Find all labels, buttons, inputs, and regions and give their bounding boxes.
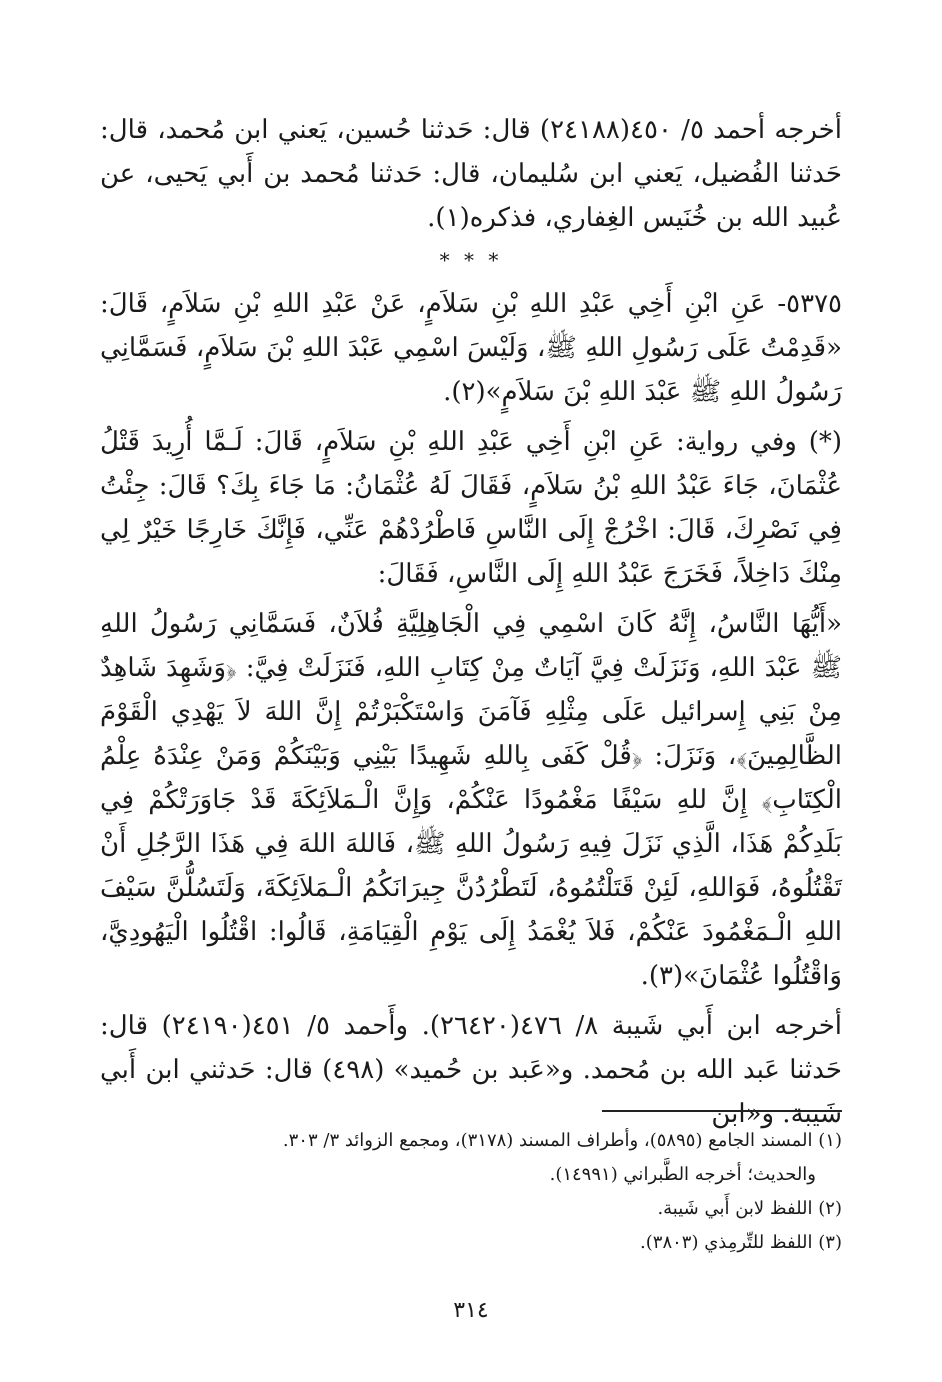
main-text	[100, 108, 842, 1136]
footnote-2: (٢) اللفظ لابن أَبي شَيبة.	[657, 1198, 842, 1219]
footnote-divider	[602, 1110, 842, 1112]
page-number: ٣١٤	[453, 1298, 489, 1323]
footnote-1-continuation: والحديث؛ أخرجه الطَّبراني (١٤٩٩١).	[549, 1164, 816, 1185]
footnote-1: (١) المسند الجامع (٥٨٩٥)، وأطراف المسند (٣١٧٨)، ومجمع الزوائد ٣/ ٣٠٣.	[282, 1130, 842, 1151]
section-separator: * * *	[439, 248, 503, 272]
hadith-5375: ٥٣٧٥- عَنِ ابْنِ أَخِي عَبْدِ اللهِ بْنِ سَلاَمٍ، عَنْ عَبْدِ اللهِ بْنِ سَلاَمٍ، قَالَ: «قَدِمْتُ عَلَى رَسُولِ اللهِ ﷺ، وَلَيْسَ اسْمِي عَبْدَ اللهِ بْنَ سَلاَمٍ، فَسَمَّانِي رَسُولُ اللهِ ﷺ عَبْدَ اللهِ بْنَ سَلاَمٍ»(٢).	[100, 289, 842, 407]
paragraph-speech: «أَيُّهَا النَّاسُ، إِنَّهُ كَانَ اسْمِي فِي الْجَاهِلِيَّةِ فُلاَنٌ، فَسَمَّانِي رَسُولُ اللهِ ﷺ عَبْدَ اللهِ، وَنَزَلَتْ فِيَّ آيَاتٌ مِنْ كِتَابِ اللهِ، فَنَزَلَتْ فِيَّ: ﴿وَشَهِدَ شَاهِدٌ مِنْ بَنِي إِسرائيل عَلَى مِثْلِهِ فَآمَنَ وَاسْتَكْبَرْتُمْ إِنَّ اللهَ لاَ يَهْدِي الْقَوْمَ الظَّالِمِينَ﴾، وَنَزَلَ: ﴿قُلْ كَفَى بِاللهِ شَهِيدًا بَيْنِي وَبَيْنَكُمْ وَمَنْ عِنْدَهُ عِلْمُ الْكِتَابِ﴾ إِنَّ للهِ سَيْفًا مَغْمُودًا عَنْكُمْ، وَإِنَّ الْـمَلاَئِكَةَ قَدْ جَاوَرَتْكُمْ فِي بَلَدِكُمْ هَذَا، الَّذِي نَزَلَ فِيهِ رَسُولُ اللهِ ﷺ، فَاللهَ اللهَ فِي هَذَا الرَّجُلِ أَنْ تَقْتُلُوهُ، فَوَاللهِ، لَئِنْ قَتَلْتُمُوهُ، لَتَطْرُدُنَّ جِيرَانَكُمُ الْـمَلاَئِكَةَ، وَلَتَسُلُّنَّ سَيْفَ اللهِ الْـمَغْمُودَ عَنْكُمْ، فَلاَ يُغْمَدُ إِلَى يَوْمِ الْقِيَامَةِ، قَالُوا: اقْتُلُوا الْيَهُودِيَّ، وَاقْتُلُوا عُثْمَانَ»(٣).	[100, 609, 842, 991]
footnote-3: (٣) اللفظ للتِّرمِذي (٣٨٠٣).	[640, 1232, 842, 1253]
paragraph-takhrij-1: أخرجه أحمد ٥/ ٤٥٠(٢٤١٨٨) قال: حَدثنا حُسين، يَعني ابن مُحمد، قال: حَدثنا الفُضيل، يَعني ابن سُليمان، قال: حَدثنا مُحمد بن أَبي يَحيى، عن عُبيد الله بن خُنَيس الغِفاري، فذكره(١).	[100, 115, 842, 233]
paragraph-riwaya: (*) وفي رواية: عَنِ ابْنِ أَخِي عَبْدِ اللهِ بْنِ سَلاَمٍ، قَالَ: لَـمَّا أُرِيدَ قَتْلُ عُثْمَانَ، جَاءَ عَبْدُ اللهِ بْنُ سَلاَمٍ، فَقَالَ لَهُ عُثْمَانُ: مَا جَاءَ بِكَ؟ قَالَ: جِئْتُ فِي نَصْرِكَ، قَالَ: اخْرُجْ إِلَى النَّاسِ فَاطْرُدْهُمْ عَنِّي، فَإِنَّكَ خَارِجًا خَيْرٌ لِي مِنْكَ دَاخِلاً، فَخَرَجَ عَبْدُ اللهِ إِلَى النَّاسِ، فَقَالَ:	[100, 427, 842, 589]
paragraph-takhrij-2: أخرجه ابن أَبي شَيبة ٨/ ٤٧٦(٢٦٤٢٠). وأَحمد ٥/ ٤٥١(٢٤١٩٠) قال: حَدثنا عَبد الله بن مُحمد. و«عَبد بن حُميد» (٤٩٨) قال: حَدثني ابن أَبي شَيبة. و«ابن	[100, 1011, 842, 1129]
footnotes	[100, 1124, 842, 1260]
